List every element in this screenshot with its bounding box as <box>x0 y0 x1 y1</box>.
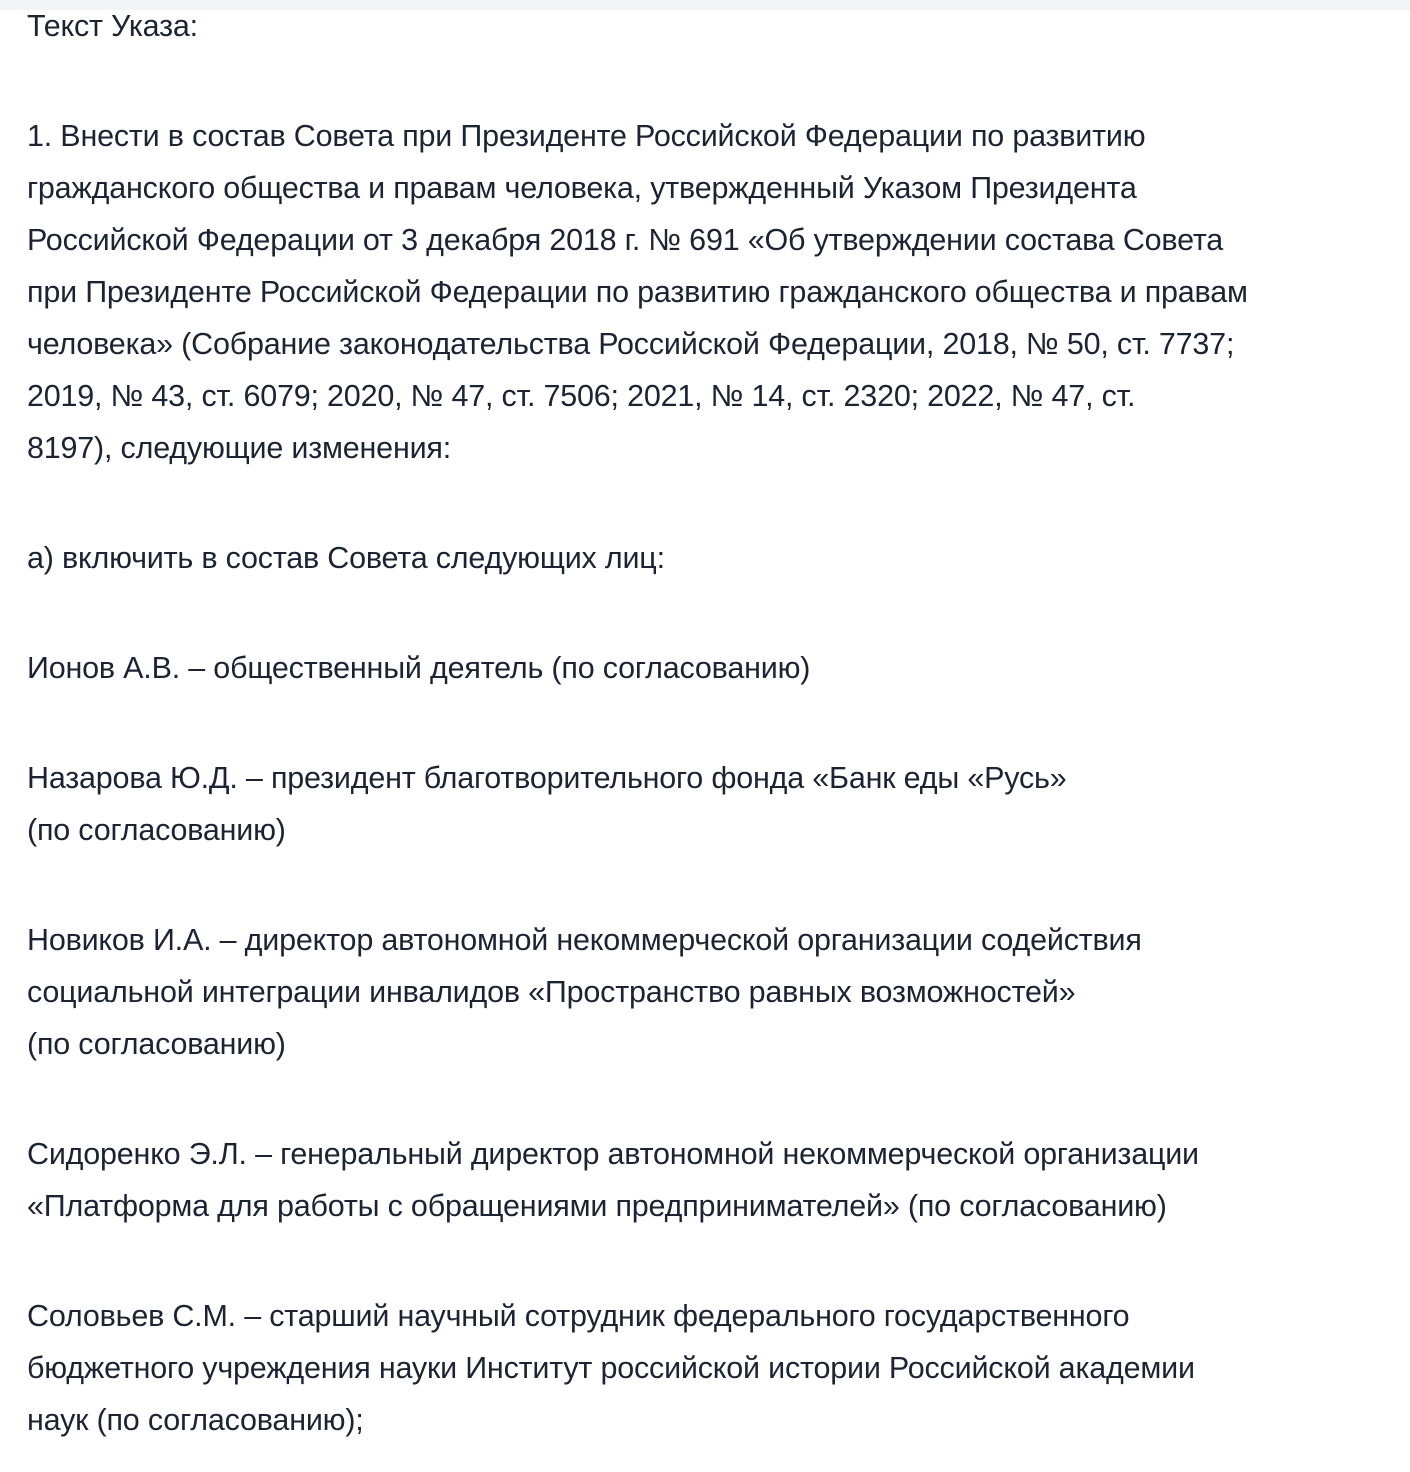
member-line: (по согласованию) <box>27 1027 286 1061</box>
member-line: Новиков И.А. – директор автономной некоммерческой организации содействия <box>27 923 1142 957</box>
paragraph-1-line: гражданского общества и правам человека, утвержденный Указом Президента <box>27 171 1137 205</box>
decree-heading: Текст Указа: <box>27 9 198 43</box>
member-line: «Платформа для работы с обращениями предпринимателей» (по согласованию) <box>27 1189 1167 1223</box>
member-entry-ionov <box>27 642 1392 694</box>
paragraph-1-line: человека» (Собрание законодательства Российской Федерации, 2018, № 50, ст. 7737; <box>27 327 1235 361</box>
member-line: Сидоренко Э.Л. – генеральный директор автономной некоммерческой организации <box>27 1137 1199 1171</box>
member-line: наук (по согласованию); <box>27 1403 364 1437</box>
member-entry-solovyev <box>27 1290 1392 1446</box>
paragraph-1-line: 1. Внести в состав Совета при Президенте Российской Федерации по развитию <box>27 119 1146 153</box>
member-entry-sidorenko <box>27 1128 1392 1232</box>
top-toolbar-strip <box>0 0 1410 10</box>
paragraph-1-line: Российской Федерации от 3 декабря 2018 г. № 691 «Об утверждении состава Совета <box>27 223 1224 257</box>
member-line: Назарова Ю.Д. – президент благотворительного фонда «Банк еды «Русь» <box>27 761 1067 795</box>
paragraph-1-line: 2019, № 43, ст. 6079; 2020, № 47, ст. 7506; 2021, № 14, ст. 2320; 2022, № 47, ст. <box>27 379 1136 413</box>
member-line: (по согласованию) <box>27 813 286 847</box>
member-line: бюджетного учреждения науки Институт российской истории Российской академии <box>27 1351 1195 1385</box>
member-entry-nazarova <box>27 752 1392 856</box>
member-line: Соловьев С.М. – старший научный сотрудник федерального государственного <box>27 1299 1130 1333</box>
subpoint-a: а) включить в состав Совета следующих лиц: <box>27 541 665 575</box>
paragraph-1 <box>27 110 1392 474</box>
member-entry-novikov <box>27 914 1392 1070</box>
member-line: Ионов А.В. – общественный деятель (по согласованию) <box>27 651 811 685</box>
member-line: социальной интеграции инвалидов «Пространство равных возможностей» <box>27 975 1076 1009</box>
paragraph-1-line: 8197), следующие изменения: <box>27 431 452 465</box>
paragraph-1-line: при Президенте Российской Федерации по развитию гражданского общества и правам <box>27 275 1248 309</box>
